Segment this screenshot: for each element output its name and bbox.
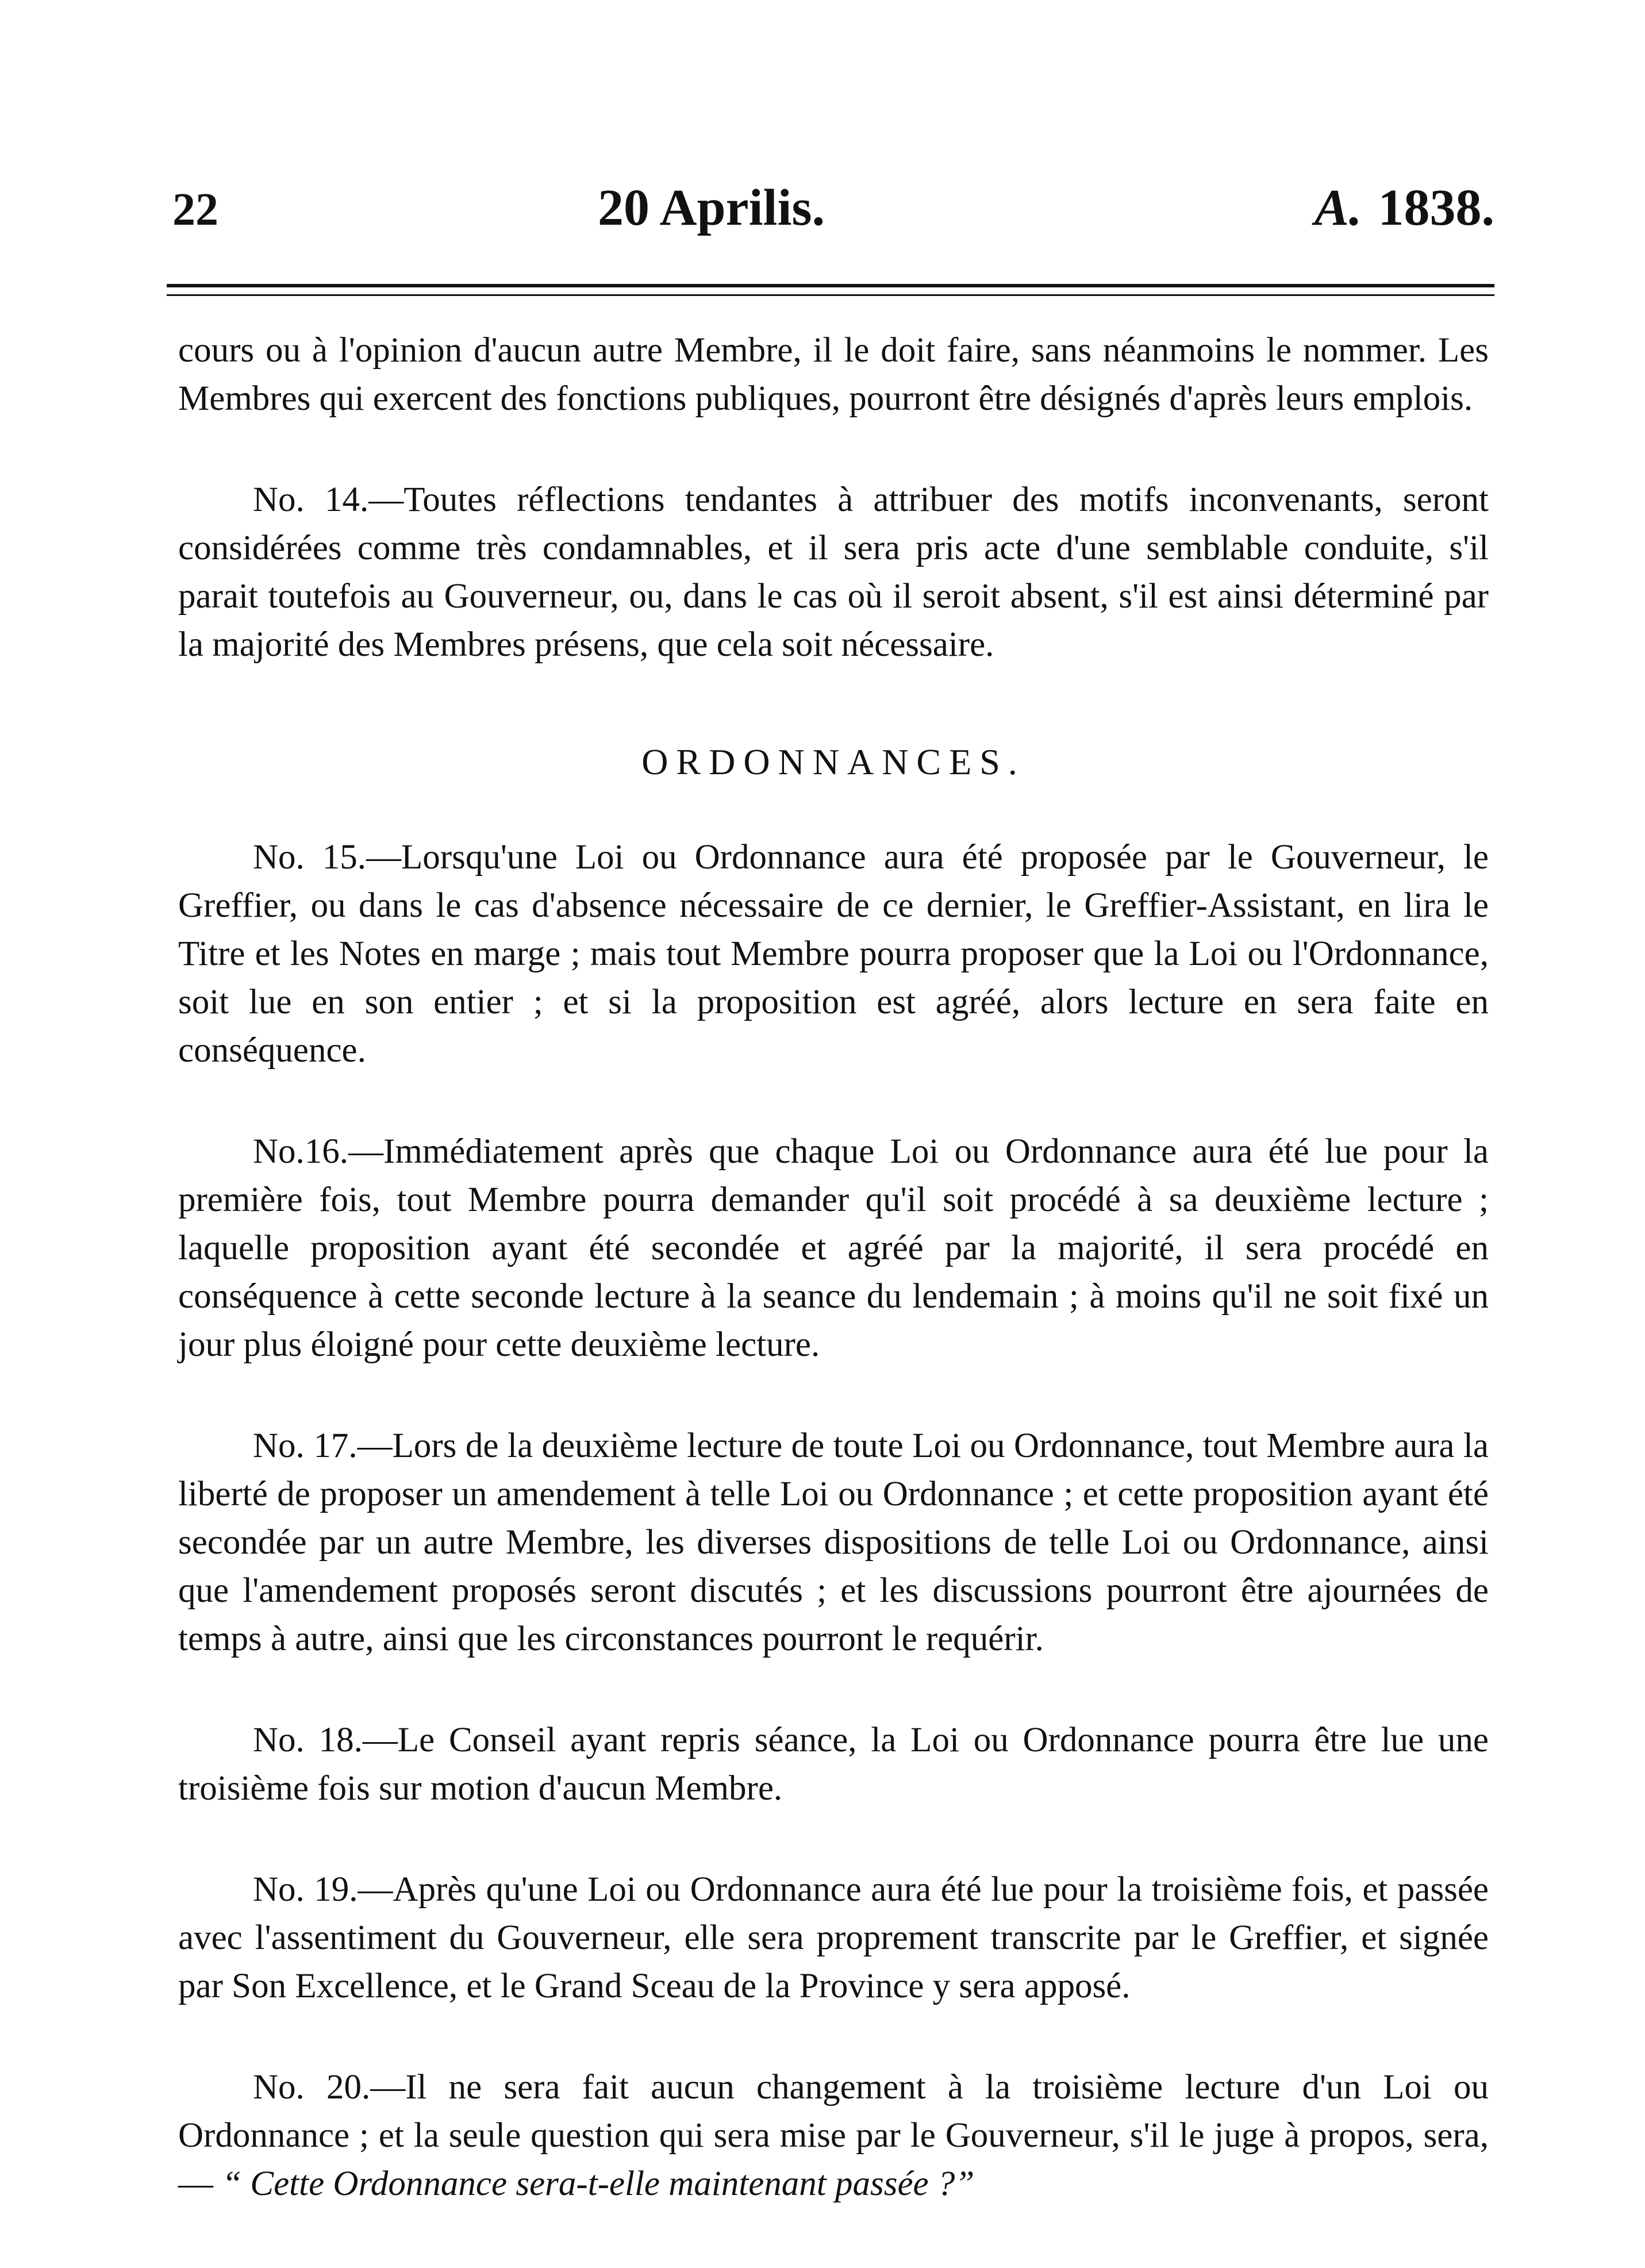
article-20 <box>178 2063 1489 2208</box>
article-17: No. 17.—Lors de la deuxième lecture de toute Loi ou Ordonnance, tout Membre aura la liberté de proposer un amendement à telle Loi ou Ordonnance ; et cette proposition ayant été secondée par un autre Membre, les diverses dispositions de telle Loi ou Ordonnance, ainsi que l'amendement proposés seront discutés ; et les discussions pourront être ajournées de temps à autre, ainsi que les circonstances pourront le requérir. <box>178 1427 1489 1658</box>
header-rule-thick <box>167 284 1494 287</box>
article-18: No. 18.—Le Conseil ayant repris séance, la Loi ou Ordonnance pourra être lue une troisième fois sur motion d'aucun Membre. <box>178 1721 1489 1808</box>
anno-label: A. <box>1314 179 1362 236</box>
running-year <box>1315 178 1494 237</box>
article-15: No. 15.—Lorsqu'une Loi ou Ordonnance aura été proposée par le Gouverneur, le Greffier, ou dans le cas d'absence nécessaire de ce dernier, le Greffier-Assistant, en lira le Titre et les Notes en marge ; mais tout Membre pourra proposer que la Loi ou l'Ordonnance, soit lue en son entier ; et si la proposition est agréé, alors lecture en sera faite en conséquence. <box>178 838 1489 1070</box>
section-heading: ORDONNANCES. <box>641 741 1025 782</box>
article-19: No. 19.—Après qu'une Loi ou Ordonnance aura été lue pour la troisième fois, et passée avec l'assentiment du Gouverneur, elle sera proprement transcrite par le Greffier, et signée par Son Excellence, et le Grand Sceau de la Province y sera apposé. <box>178 1870 1489 2005</box>
article-14: No. 14.—Toutes réflections tendantes à attribuer des motifs inconvenants, seront considérées comme très condamnables, et il sera pris acte d'une semblable conduite, s'il parait toutefois au Gouverneur, ou, dans le cas où il seroit absent, s'il est ainsi déterminé par la majorité des Membres présens, que cela soit nécessaire. <box>178 480 1489 664</box>
article-16: No.16.—Immédiatement après que chaque Loi ou Ordonnance aura été lue pour la première fois, tout Membre pourra demander qu'il soit procédé à sa deuxième lecture ; laquelle proposition ayant été secondée et agréé par la majorité, il sera procédé en conséquence à cette seconde lecture à la seance du lendemain ; à moins qu'il ne soit fixé un jour plus éloigné pour cette deuxième lecture. <box>178 1132 1489 1364</box>
header-rule-thin <box>167 294 1494 296</box>
continuation-paragraph: cours ou à l'opinion d'aucun autre Membre, il le doit faire, sans néanmoins le nommer. Les Membres qui exercent des fonctions publiques, pourront être désignés d'après leurs emplois. <box>178 331 1489 418</box>
running-header <box>172 172 1494 259</box>
article-20-text: No. 20.—Il ne sera fait aucun changement à la troisième lecture d'un Loi ou Ordonnance ; et la seule question qui sera mise par le Gouverneur, s'il le juge à propos, sera,— <box>178 2068 1489 2203</box>
running-date: 20 Aprilis. <box>598 179 825 236</box>
body-text <box>178 326 1489 2208</box>
article-20-quote: “ Cette Ordonnance sera-t-elle maintenant passée ?” <box>222 2165 975 2203</box>
year-label: 1838. <box>1378 179 1494 236</box>
page-number: 22 <box>172 184 218 235</box>
